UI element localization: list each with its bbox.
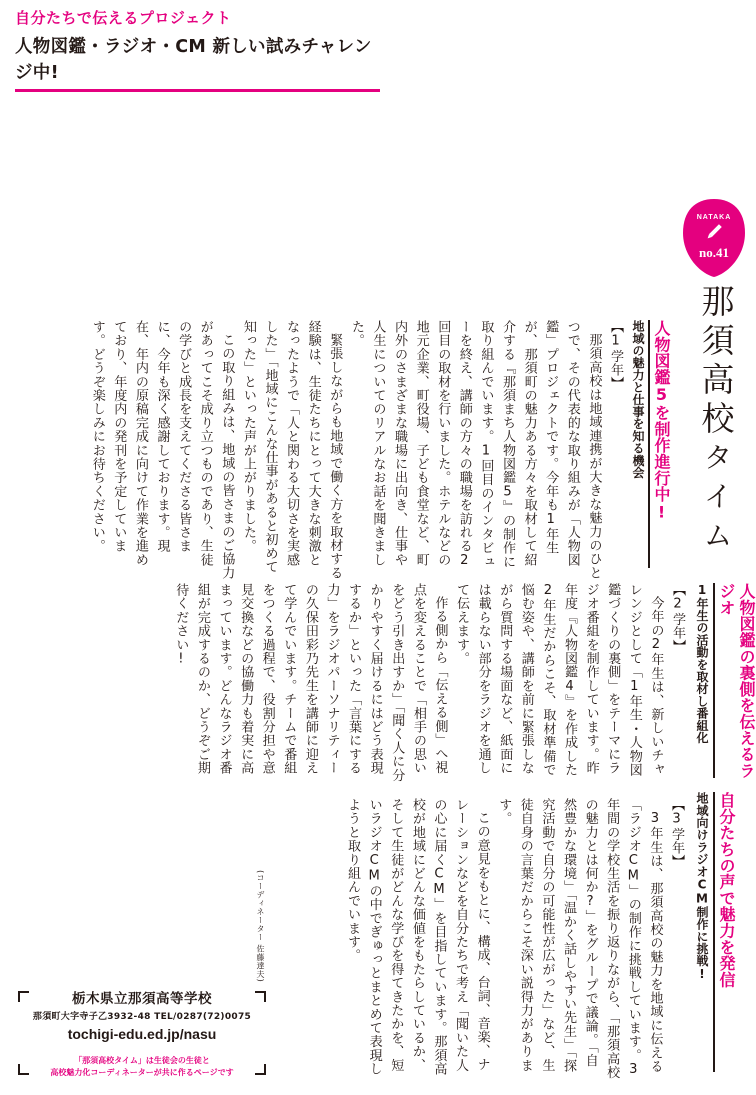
- issue-badge: [681, 197, 747, 279]
- masthead-char: 校: [701, 399, 735, 438]
- masthead-char: ム: [703, 519, 732, 552]
- grade1-heading: 人物図鑑5を制作進行中!: [652, 320, 671, 522]
- grade2-label: 【2学年】: [670, 583, 685, 654]
- grade1-article: [10, 320, 626, 580]
- grade3-heading-rule: [713, 792, 715, 1072]
- grade3-paragraph: この意見をもとに、構成、台詞、音楽、ナレーションなどを自分たちで考え「聞いた人の心に届くCM」を目指しています。那須高校が地域にどんな価値をもたらしているか、そして生徒がどんな学びを得てきたかを、短いラジオCMの中でぎゅっとまとめて表現しようと取り組んでいます。: [345, 798, 490, 1076]
- grade2-subheading: 1年生の活動を取材し番組化: [695, 583, 709, 744]
- grade3-paragraph: 3年生は、那須高校の魅力を地域に伝える「ラジオCM」の制作に挑戦しています。3年間の学校生活を振り返りながら、「那須高校の魅力とは何か?」をグループで議論。「自然豊かな環境」「温かく話しやすい先生」「探究活動で自分の可能性が広がった」など、生徒自身の言葉だからこそ深い説得力があります。: [496, 798, 663, 1080]
- grade1-label: 【1学年】: [608, 320, 623, 391]
- school-name: 栃木県立那須高等学校: [72, 991, 212, 1007]
- page-header: [15, 8, 380, 92]
- grade2-article: [173, 583, 688, 783]
- grade1-heading-rule: [648, 320, 650, 568]
- header-rule: [15, 89, 380, 92]
- header-kicker: 自分たちで伝えるプロジェクト: [15, 9, 232, 27]
- coordinator-credit: (コーディネーター 佐藤達夫): [256, 870, 265, 983]
- school-note-line: 「那須高校タイム」は生徒会の生徒と: [74, 1056, 210, 1065]
- masthead-char: 須: [701, 321, 735, 360]
- masthead: [700, 282, 736, 555]
- badge-number: no.41: [699, 245, 729, 260]
- masthead-char: 高: [701, 360, 735, 399]
- badge-series: NATAKA: [696, 214, 732, 221]
- masthead-char: 那: [701, 282, 735, 321]
- grade2-paragraph: 作る側から「伝える側」へ視点を変えることで「相手の思いをどう引き出すか」「聞く人に分かりやすく届けるにはどう表現するか」といった「言葉にする力」をラジオパーソナリティーの久保田彩乃先生を講師に迎えて学んでいます。チームで番組をつくる過程で、役割分担や意見交換などの協働力も着実に高まっています。どんなラジオ番組が完成するのか、どうぞご期待ください!: [173, 583, 448, 782]
- grade3-label: 【3学年】: [669, 798, 684, 869]
- grade3-subheading: 地域向けラジオCM制作に挑戦!: [695, 792, 709, 981]
- school-note-line: 高校魅力化コーディネーターが共に作るページです: [50, 1068, 234, 1077]
- school-note: [15, 1055, 269, 1079]
- masthead-char: イ: [703, 480, 732, 513]
- header-title: 人物図鑑・ラジオ・CM 新しい試みチャレンジ中!: [15, 37, 372, 83]
- masthead-char: タ: [703, 441, 732, 474]
- school-info: [15, 988, 269, 1076]
- grade2-heading: 人物図鑑の裏側を伝えるラジオ: [717, 583, 756, 779]
- grade3-article: [283, 798, 687, 1080]
- grade2-paragraph: 今年の2年生は、新しいチャレンジとして「1年生・人物図鑑づくりの裏側」をテーマにラジオ番組を制作しています。昨年度『人物図鑑4』を作成した2年生だからこそ、取材準備で悩む姿や、講師を前に緊張しながら質問する場面など、紙面には載らない部分をラジオを通して伝えます。: [454, 583, 664, 777]
- grade1-paragraph: 那須高校は地域連携が大きな魅力のひとつで、その代表的な取り組みが「人物図鑑」プロジェクトです。今年も1年生が、那須町の魅力ある方々を取材して紹介する『那須まち人物図鑑5』の制作に取り組んでいます。1回目のインタビューを終え、講師の方々の職場を訪れる2回目の取材を行いました。ホテルなどの地元企業、町役場、子ども食堂など、町内外のさまざまな職場に出向き、仕事や人生についてのリアルなお話を聞きました。: [348, 320, 602, 580]
- school-url[interactable]: tochigi-edu.ed.jp/nasu: [67, 1026, 217, 1042]
- grade3-heading: 自分たちの声で魅力を発信: [717, 792, 736, 988]
- grade2-heading-rule: [713, 583, 715, 778]
- grade1-paragraph: 緊張しながらも地域で働く方を取材する経験は、生徒たちにとって大きな刺激となったようで「人と関わる大切さを実感した」「地域にこんな仕事があると初めて知った」といった声が上がりました。: [240, 320, 343, 580]
- grade1-paragraph: この取り組みは、地域の皆さまのご協力があってこそ成り立つものであり、生徒の学びと成長を支えてくださる皆さまに、今年も深く感謝しております。現在、年内の原稿完成に向けて作業を進めており、年度内の発刊を予定しています。どうぞ楽しみにお待ちください。: [89, 320, 235, 580]
- grade1-subheading: 地域の魅力と仕事を知る機会: [631, 320, 645, 479]
- school-address: 那須町大字寺子乙3932-48 TEL/0287(72)0075: [32, 1012, 252, 1022]
- badge-shape: [683, 199, 745, 277]
